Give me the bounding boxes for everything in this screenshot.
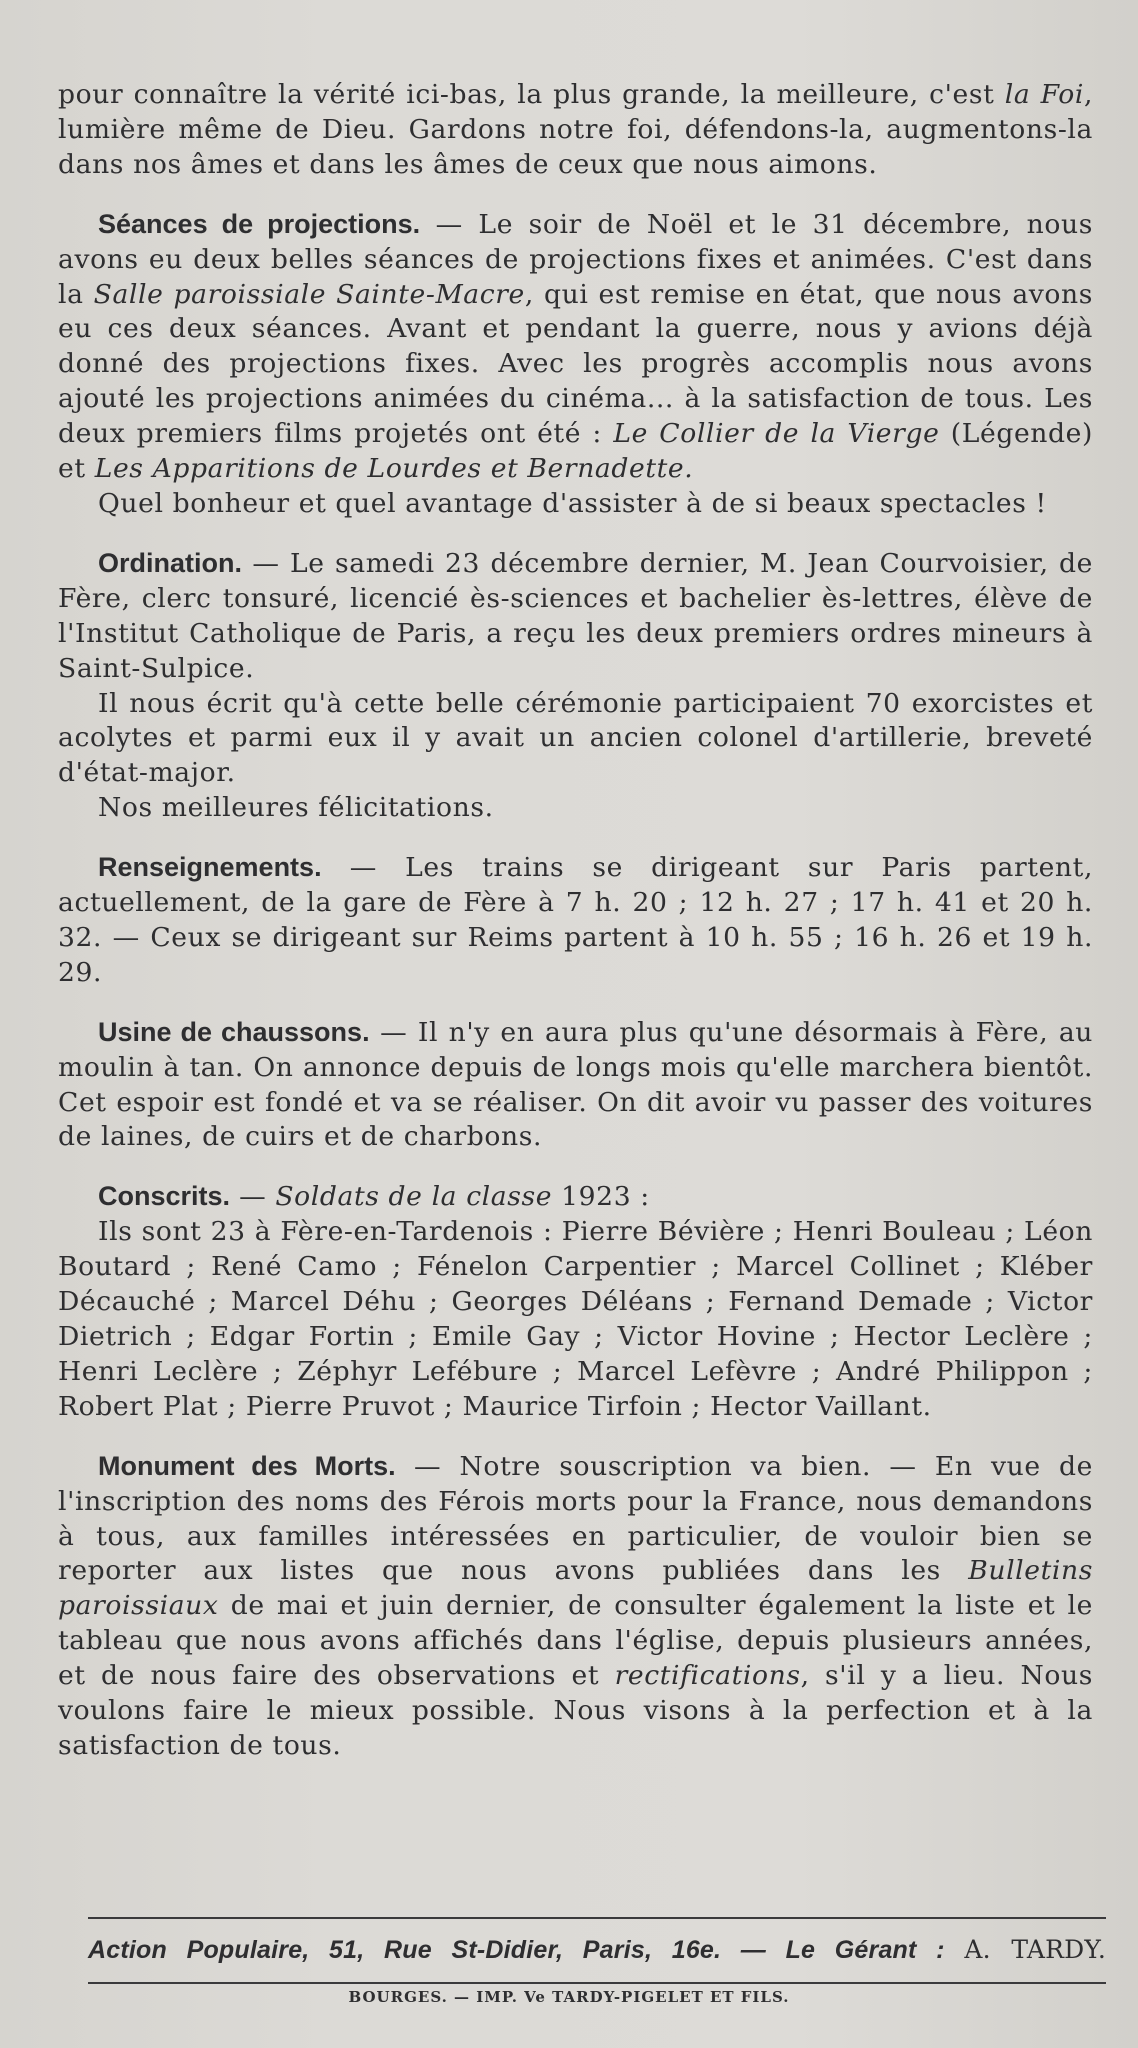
usine-heading: Usine de chaussons. — [98, 1016, 370, 1047]
conscrits-list: Ils sont 23 à Fère-en-Tardenois : Pierre Bévière ; Henri Bouleau ; Léon Boutard ; René Camo ; Fénelon Carpentier ; Marcel Collinet ; Kléber Décauché ; Marcel Déhu ; Georges Déléans ; Fernand Demade ; Victor Dietrich ; Edgar Fortin ; Emile Gay ; Victor Hovine ; Hector Leclère ; Henri Leclère ; Zéphyr Lefébure ; Marcel Lefèvre ; André Philippon ; Robert Plat ; Pierre Pruvot ; Maurice Tirfoin ; Hector Vaillant. — [58, 1216, 1093, 1422]
section-monument: Monument des Morts. — Notre souscription va bien. — En vue de l'inscription des noms des Férois morts pour la France, nous demandons à tous, aux familles intéressées en particulier, de vouloir bien se reporter aux listes que nous avons publiées dans les Bulletins paroissiaux de mai et juin dernier, de consulter également la liste et le tableau que nous avons affichés dans l'église, depuis plusieurs années, et de nous faire des observations et rectifications, s'il y a lieu. Nous voulons faire le mieux possible. Nous visons à la perfection et à la satisfaction de tous. — [58, 1450, 1093, 1761]
projections-paragraph-2: Quel bonheur et quel avantage d'assister à de si beaux spectacles ! — [98, 487, 1047, 519]
section-ordination: Ordination. — Le samedi 23 décembre dernier, M. Jean Courvoisier, de Fère, clerc tonsuré, licencié ès-sciences et bachelier ès-lettres, élève de l'Institut Catholique de Paris, a reçu les deux premiers ordres mineurs à Saint-Sulpice. Il nous écrit qu'à cette belle cérémonie participaient 70 exorcistes et acolytes et parmi eux il y avait un ancien colonel d'artillerie, breveté d'état-major. Nos meilleures félicitations. — [58, 546, 1093, 826]
conscrits-heading: Conscrits. — [98, 1181, 231, 1212]
section-projections: Séances de projections. — Le soir de Noël et le 31 décembre, nous avons eu deux belles séances de projections fixes et animées. C'est dans la Salle paroissiale Sainte-Macre, qui est remise en état, que nous avons eu ces deux séances. Avant et pendant la guerre, nous y avions déjà donné des projections fixes. Avec les progrès accomplis nous avons ajouté les projections animées du cinéma... à la satisfaction de tous. Les deux premiers films projetés ont été : Le Collier de la Vierge (Légende) et Les Apparitions de Lourdes et Bernadette. Quel bonheur et quel avantage d'assister à de si beaux spectacles ! — [58, 207, 1093, 522]
projections-heading: Séances de projections. — [98, 208, 421, 239]
publisher-line: Action Populaire, 51, Rue St-Didier, Paris, 16e. — Le Gérant : A. TARDY. — [88, 1935, 1106, 1964]
ordination-heading: Ordination. — [98, 547, 242, 578]
intro-paragraph: pour connaître la vérité ici-bas, la plus grande, la meilleure, c'est la Foi, lumière même de Dieu. Gardons notre foi, défendons-la, augmentons-la dans nos âmes et dans les âmes de ceux que nous aimons. — [58, 79, 1094, 180]
section-renseignements: Renseignements. — Les trains se dirigeant sur Paris partent, actuellement, de la gare de Fère à 7 h. 20 ; 12 h. 27 ; 17 h. 41 et 20 h. 32. — Ceux se dirigeant sur Reims partent à 10 h. 55 ; 16 h. 26 et 19 h. 29. — [58, 852, 1093, 988]
body-text — [58, 78, 1093, 1764]
footer-rule-top — [88, 1917, 1106, 1919]
renseignements-heading: Renseignements. — [98, 852, 322, 883]
printer-imprint: BOURGES. — IMP. Ve TARDY-PIGELET ET FILS. — [348, 1988, 790, 2006]
monument-heading: Monument des Morts. — [98, 1450, 396, 1481]
section-usine: Usine de chaussons. — Il n'y en aura plus qu'une désormais à Fère, au moulin à tan. On annonce depuis de longs mois qu'elle marchera bientôt. Cet espoir est fondé et va se réaliser. On dit avoir vu passer des voitures de laines, de cuirs et de charbons. — [58, 1016, 1094, 1153]
section-conscrits: Conscrits. — Soldats de la classe 1923 : Ils sont 23 à Fère-en-Tardenois : Pierre Bévière ; Henri Bouleau ; Léon Boutard ; René Camo ; Fénelon Carpentier ; Marcel Collinet ; Kléber Décauché ; Marcel Déhu ; Georges Déléans ; Fernand Demade ; Victor Dietrich ; Edgar Fortin ; Emile Gay ; Victor Hovine ; Hector Leclère ; Henri Leclère ; Zéphyr Lefébure ; Marcel Lefèvre ; André Philippon ; Robert Plat ; Pierre Pruvot ; Maurice Tirfoin ; Hector Vaillant. — [58, 1179, 1093, 1424]
manager-signature: A. TARDY. — [964, 1935, 1106, 1964]
footer-rule-bottom — [88, 1982, 1106, 1984]
ordination-paragraph-2: Il nous écrit qu'à cette belle cérémonie participaient 70 exorcistes et acolytes et parmi eux il y avait un ancien colonel d'artillerie, breveté d'état-major. — [58, 687, 1093, 789]
ordination-paragraph-3: Nos meilleures félicitations. — [98, 792, 494, 824]
